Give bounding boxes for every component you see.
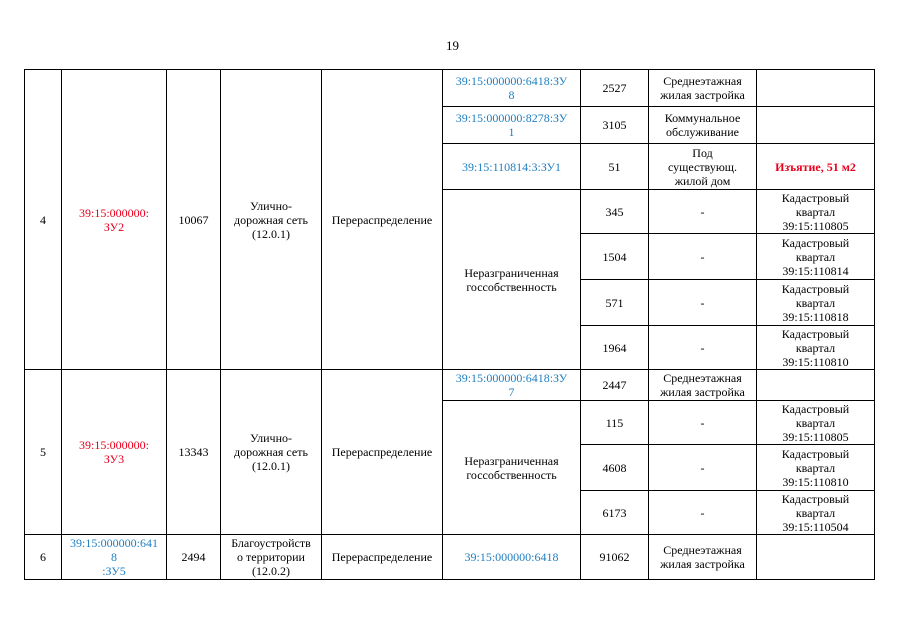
source-cadastral-number: 39:15:000000:6418 [443, 535, 581, 580]
plot-cadastral-number: 39:15:000000:641 8 :ЗУ5 [62, 535, 167, 580]
source-cadastral-number: 39:15:110814:3:ЗУ1 [443, 144, 581, 190]
state-land-use: - [649, 491, 757, 535]
formation-method: Перераспределение [322, 370, 443, 535]
state-land-quarter: Кадастровый квартал 39:15:110814 [757, 234, 875, 280]
state-land-quarter: Кадастровый квартал 39:15:110805 [757, 401, 875, 445]
plot-cadastral-number: 39:15:000000: ЗУ2 [62, 70, 167, 370]
source-note [757, 70, 875, 107]
state-land-quarter: Кадастровый квартал 39:15:110504 [757, 491, 875, 535]
row-number: 4 [25, 70, 62, 370]
state-land-use: - [649, 445, 757, 491]
state-land-label: Неразграниченная госсобственность [443, 190, 581, 370]
state-land-area: 1504 [581, 234, 649, 280]
source-note [757, 535, 875, 580]
source-note: Изъятие, 51 м2 [757, 144, 875, 190]
source-permitted-use: Коммунальное обслуживание [649, 107, 757, 144]
state-land-quarter: Кадастровый квартал 39:15:110810 [757, 326, 875, 370]
source-area: 2527 [581, 70, 649, 107]
state-land-use: - [649, 190, 757, 234]
source-area: 2447 [581, 370, 649, 401]
state-land-quarter: Кадастровый квартал 39:15:110818 [757, 280, 875, 326]
state-land-area: 345 [581, 190, 649, 234]
table-row [25, 535, 875, 580]
permitted-use: Улично- дорожная сеть (12.0.1) [221, 70, 322, 370]
source-permitted-use: Среднеэтажная жилая застройка [649, 535, 757, 580]
permitted-use: Улично- дорожная сеть (12.0.1) [221, 370, 322, 535]
state-land-area: 571 [581, 280, 649, 326]
state-land-quarter: Кадастровый квартал 39:15:110810 [757, 445, 875, 491]
state-land-use: - [649, 401, 757, 445]
row-number: 6 [25, 535, 62, 580]
state-land-use: - [649, 280, 757, 326]
table-row [25, 70, 875, 107]
state-land-use: - [649, 234, 757, 280]
state-land-label: Неразграниченная госсобственность [443, 401, 581, 535]
state-land-area: 115 [581, 401, 649, 445]
table-row [25, 370, 875, 401]
formation-method: Перераспределение [322, 70, 443, 370]
source-area: 91062 [581, 535, 649, 580]
source-cadastral-number: 39:15:000000:6418:ЗУ 7 [443, 370, 581, 401]
source-permitted-use: Под существующ. жилой дом [649, 144, 757, 190]
state-land-use: - [649, 326, 757, 370]
source-permitted-use: Среднеэтажная жилая застройка [649, 370, 757, 401]
plot-area: 2494 [167, 535, 221, 580]
state-land-area: 6173 [581, 491, 649, 535]
permitted-use: Благоустройств о территории (12.0.2) [221, 535, 322, 580]
source-permitted-use: Среднеэтажная жилая застройка [649, 70, 757, 107]
source-cadastral-number: 39:15:000000:6418:ЗУ 8 [443, 70, 581, 107]
source-note [757, 370, 875, 401]
plot-area: 10067 [167, 70, 221, 370]
state-land-area: 1964 [581, 326, 649, 370]
plot-area: 13343 [167, 370, 221, 535]
row-number: 5 [25, 370, 62, 535]
source-area: 3105 [581, 107, 649, 144]
source-cadastral-number: 39:15:000000:8278:ЗУ 1 [443, 107, 581, 144]
state-land-area: 4608 [581, 445, 649, 491]
formation-method: Перераспределение [322, 535, 443, 580]
plot-cadastral-number: 39:15:000000: ЗУ3 [62, 370, 167, 535]
source-note [757, 107, 875, 144]
page-number: 19 [446, 38, 459, 53]
source-area: 51 [581, 144, 649, 190]
land-plots-table [24, 69, 875, 580]
state-land-quarter: Кадастровый квартал 39:15:110805 [757, 190, 875, 234]
